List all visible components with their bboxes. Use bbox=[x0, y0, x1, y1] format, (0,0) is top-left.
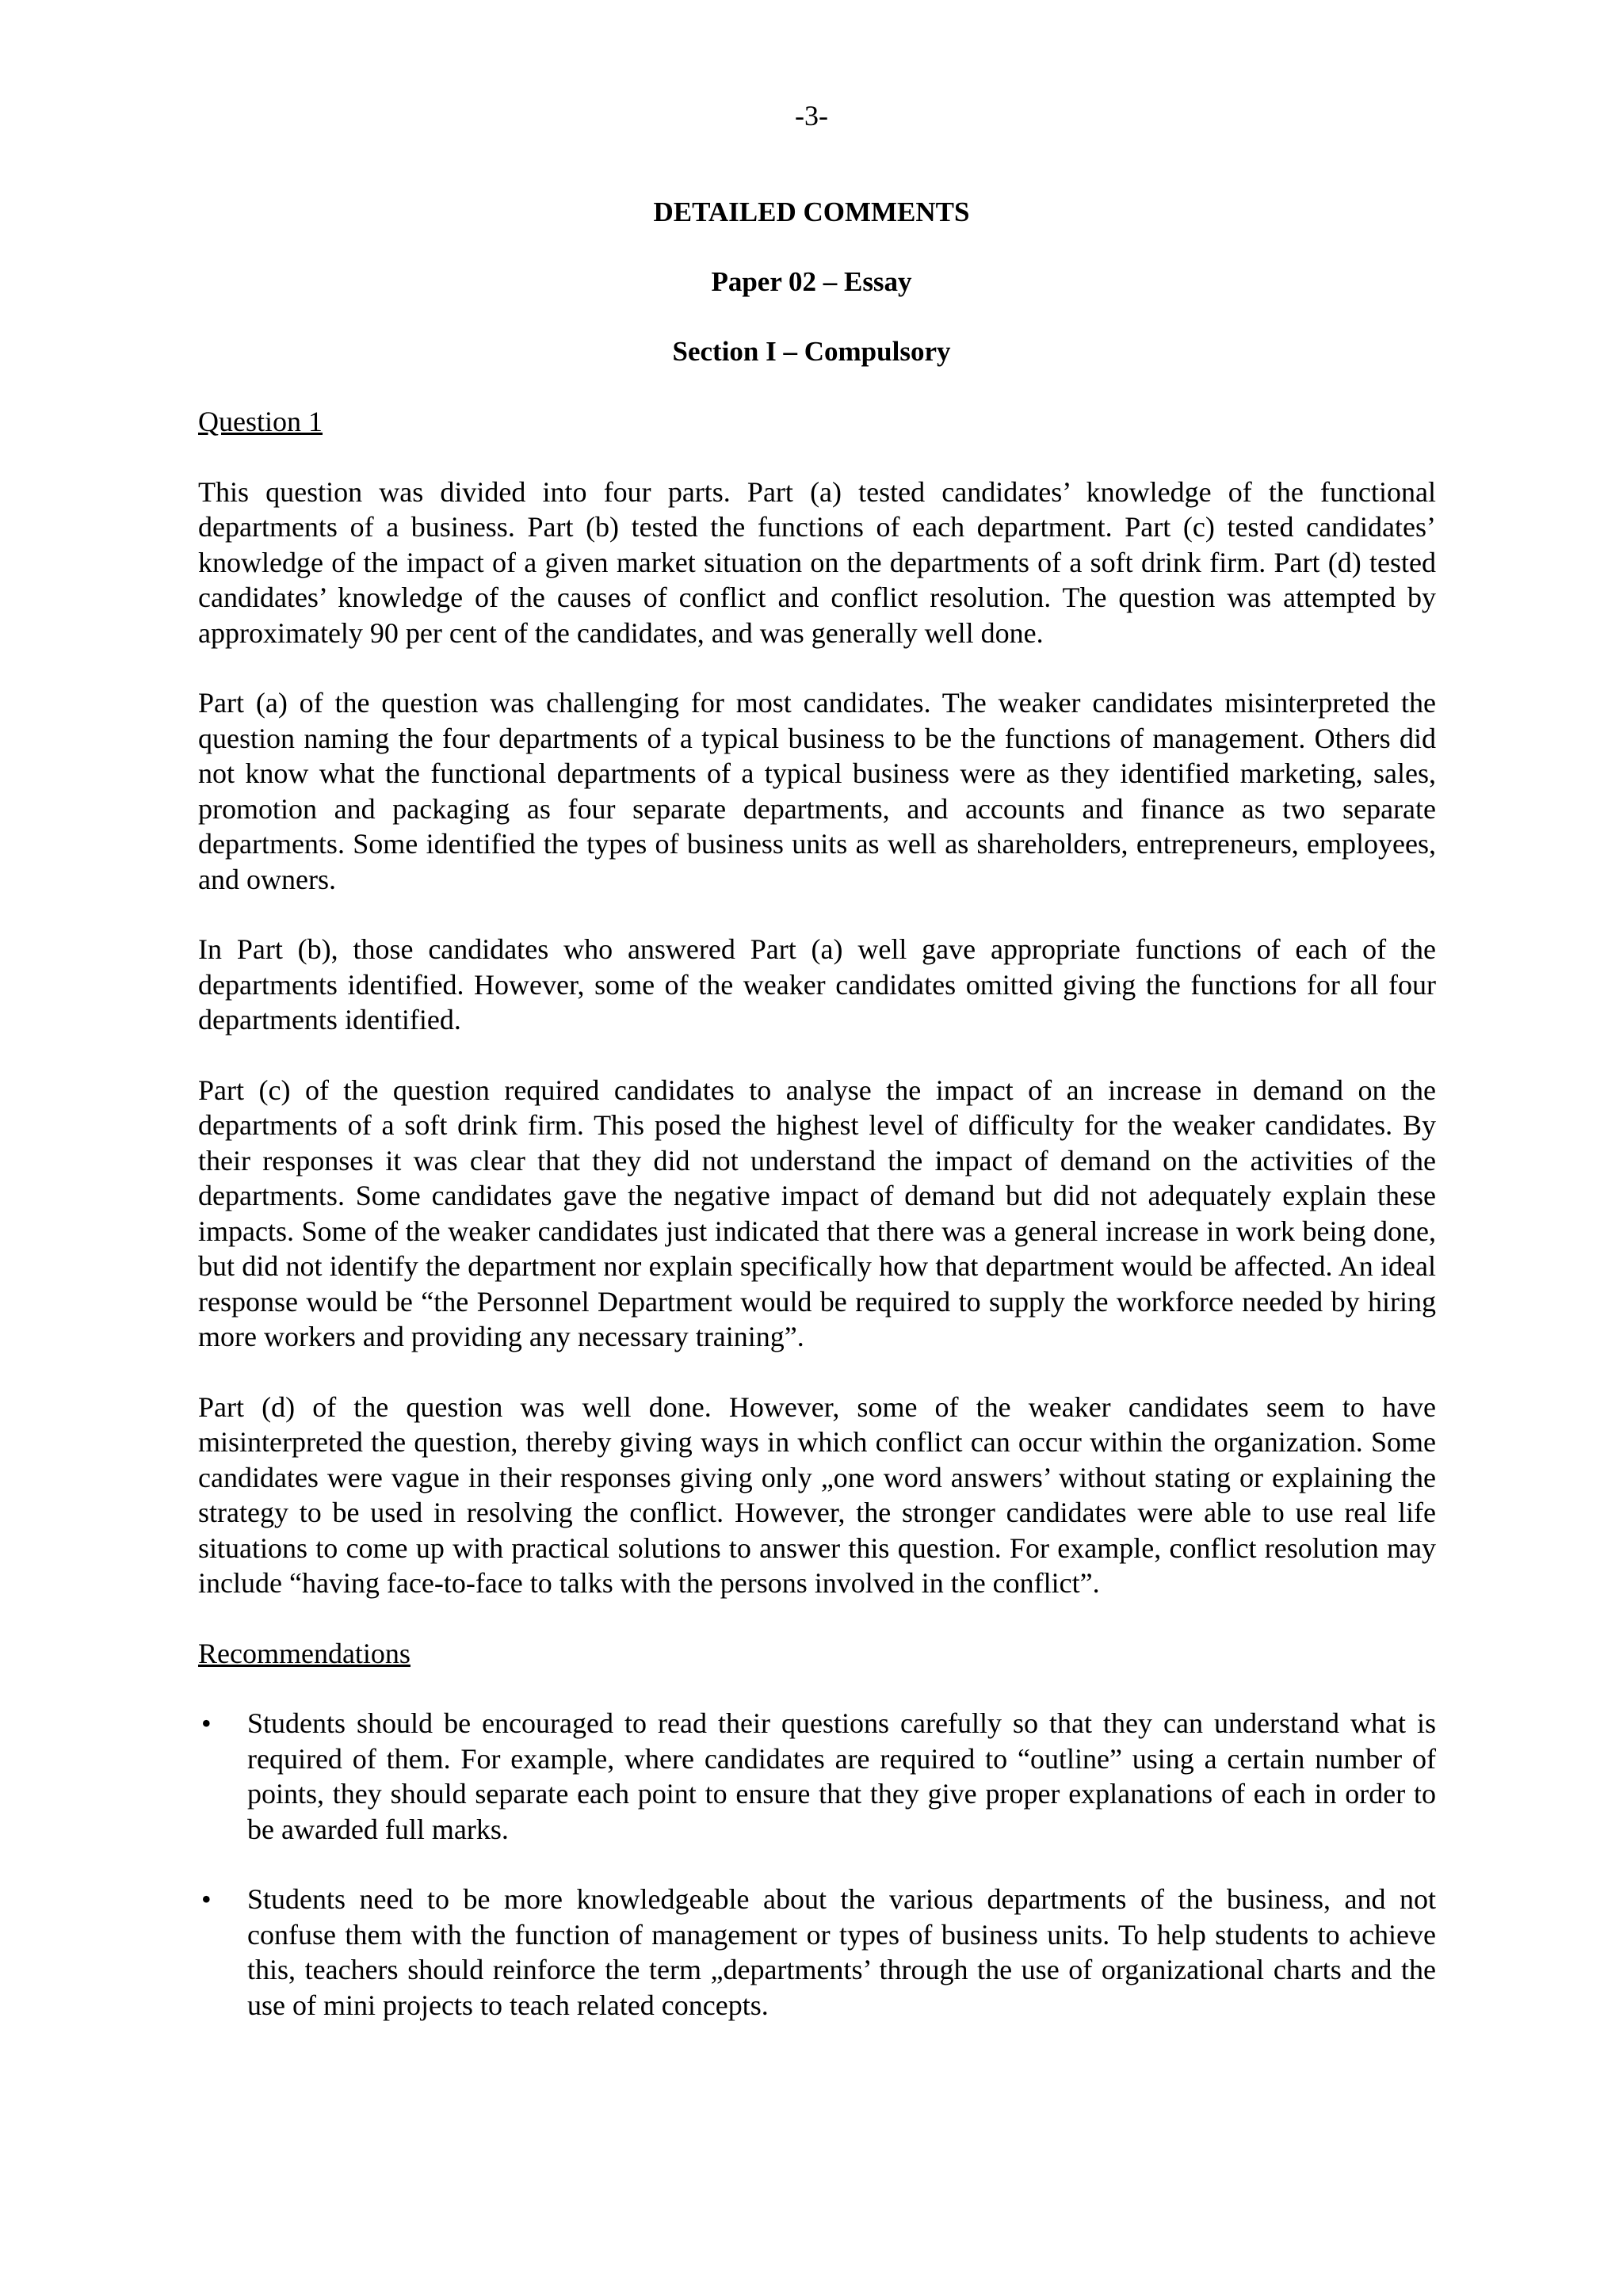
bullet-icon: • bbox=[201, 1707, 212, 1739]
paragraph-part-b: In Part (b), those candidates who answered Part (a) well gave appropriate functions of each of the departments identified. However, some of the weaker candidates omitted giving the functions for all four departments identified. bbox=[198, 933, 1436, 1035]
paper-heading: Paper 02 – Essay bbox=[711, 266, 912, 297]
document-body bbox=[198, 404, 1436, 2058]
recommendation-text: Students should be encouraged to read their questions carefully so that they can understand what is required of them. For example, where candidates are required to “outline” using a certain number of points, they should separate each point to ensure that they give proper explanations of each in order to be awarded full marks. bbox=[247, 1707, 1436, 1845]
recommendation-item bbox=[198, 1882, 1436, 2023]
paragraph-part-c: Part (c) of the question required candidates to analyse the impact of an increase in demand on the departments of a soft drink firm. This posed the highest level of difficulty for the weaker candidates. By their responses it was clear that they did not understand the impact of demand on the activities of the departments. Some candidates gave the negative impact of demand but did not adequately explain these impacts. Some of the weaker candidates just indicated that there was a general increase in work being done, but did not identify the department nor explain specifically how that department would be affected. An ideal response would be “the Personnel Department would be required to supply the workforce needed by hiring more workers and providing any necessary training”. bbox=[198, 1074, 1436, 1352]
bullet-icon: • bbox=[201, 1883, 212, 1915]
section-heading: Section I – Compulsory bbox=[672, 336, 951, 367]
paragraph-part-d: Part (d) of the question was well done. However, some of the weaker candidates seem to have misinterpreted the question, thereby giving ways in which conflict can occur within the organization. Some candidates were vague in their responses giving only „one word answers’ without stating or explaining the strategy to be used in resolving the conflict. However, the stronger candidates were able to use real life situations to come up with practical solutions to answer this question. For example, conflict resolution may include “having face-to-face to talks with the persons involved in the conflict”. bbox=[198, 1390, 1436, 1599]
recommendation-item bbox=[198, 1706, 1436, 1847]
paragraph-overview: This question was divided into four parts. Part (a) tested candidates’ knowledge of the functional departments of a business. Part (b) tested the functions of each department. Part (c) tested candidates’ knowledge of the impact of a given market situation on the departments of a soft drink firm. Part (d) tested candidates’ knowledge of the causes of conflict and conflict resolution. The question was attempted by approximately 90 per cent of the candidates, and was generally well done. bbox=[198, 475, 1436, 649]
paragraph-part-a: Part (a) of the question was challenging for most candidates. The weaker candidates misinterpreted the question naming the four departments of a typical business to be the functions of management. Others did not know what the functional departments of a typical business were as they identified marketing, sales, promotion and packaging as four separate departments, and accounts and finance as two separate departments. Some identified the types of business units as well as shareholders, entrepreneurs, employees, and owners. bbox=[198, 687, 1436, 895]
page-number: -3- bbox=[795, 100, 828, 132]
question-label: Question 1 bbox=[198, 406, 323, 437]
recommendations-list bbox=[198, 1706, 1436, 2023]
recommendations-label: Recommendations bbox=[198, 1637, 411, 1669]
recommendation-text: Students need to be more knowledgeable about the various departments of the business, and not confuse them with the function of management or types of business units. To help students to achieve this, teachers should reinforce the term „departments’ through the use of organizational charts and the use of mini projects to teach related concepts. bbox=[247, 1883, 1436, 2021]
main-heading: DETAILED COMMENTS bbox=[653, 196, 970, 227]
